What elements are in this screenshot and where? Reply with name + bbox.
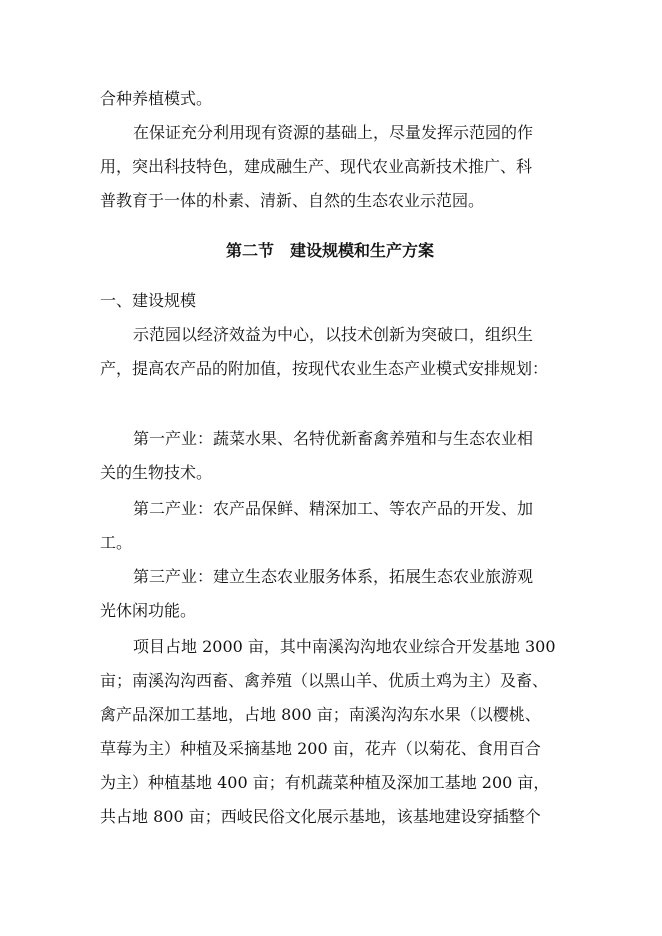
text-line: 第一产业：蔬菜水果、名特优新畜禽养殖和与生态农业相	[133, 429, 534, 448]
text-line: 普教育于一体的朴素、清新、自然的生态农业示范园。	[100, 191, 485, 210]
text-line: 产，提高农产品的附加值，按现代农业生态产业模式安排规划：	[100, 359, 549, 378]
text-line: 在保证充分利用现有资源的基础上，尽量发挥示范园的作	[133, 123, 534, 142]
section-heading: 第二节 建设规模和生产方案	[225, 241, 434, 260]
text-line: 示范园以经济效益为中心，以技术创新为突破口，组织生	[133, 325, 534, 344]
text-line: 第二产业：农产品保鲜、精深加工、等农产品的开发、加	[133, 499, 534, 518]
text-line: 工。	[100, 533, 133, 552]
subsection-title: 一、建设规模	[100, 291, 197, 310]
text-line: 草莓为主）种植及采摘基地 200 亩，花卉（以菊花、食用百合	[100, 739, 541, 758]
text-line: 共占地 800 亩；西岐民俗文化展示基地，该基地建设穿插整个	[100, 807, 541, 826]
text-line: 为主）种植基地 400 亩；有机蔬菜种植及深加工基地 200 亩，	[100, 773, 550, 792]
text-line: 光休闲功能。	[100, 601, 197, 620]
text-line: 关的生物技术。	[100, 463, 213, 482]
text-line: 亩；南溪沟沟西畜、禽养殖（以黑山羊、优质土鸡为主）及畜、	[100, 671, 549, 690]
text-line: 项目占地 2000 亩，其中南溪沟沟地农业综合开发基地 300	[133, 637, 556, 656]
text-line: 禽产品深加工基地，占地 800 亩；南溪沟沟东水果（以樱桃、	[100, 705, 541, 724]
text-line: 合种养植模式。	[100, 89, 213, 108]
text-line: 第三产业：建立生态农业服务体系，拓展生态农业旅游观	[133, 567, 534, 586]
text-line: 用，突出科技特色，建成融生产、现代农业高新技术推广、科	[100, 157, 533, 176]
